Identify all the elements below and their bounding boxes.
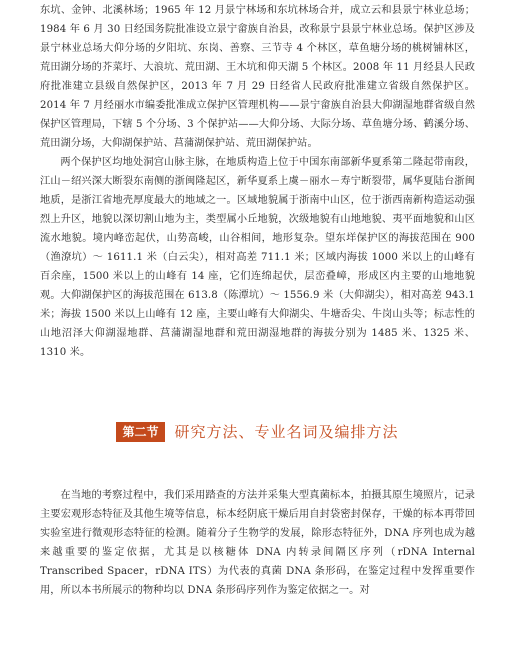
section-number-badge: 第二节 [116,422,164,442]
paragraph-history: 东坑、金钟、北溪林场；1965 年 12 月景宁林场和东坑林场合并，成立云和县景宁林业总场；1984 年 6 月 30 日经国务院批准设立景宁畲族自治县，改称景宁县景宁林业总场。保护区涉及景宁林业总场大仰分场的夕阳坑、东岗、善察、三节寺 4 个林区，草鱼塘分场的桃树铺林区，荒田湖分场的芥菜圩、大浪坑、荒田湖、王木坑和仰天湖 5 个林区。2008 年 11 月经县人民政府批准建立县级自然保护区，2013 年 7 月 29 日经省人民政府批准建立省级自然保护区。2014 年 7 月经丽水市编委批准成立保护区管理机构——景宁畲族自治县大仰湖湿地群省级自然保护区管理局，下辖 5 个分场、3 个保护站——大仰分场、大际分场、草鱼塘分场、鹤溪分场、荒田湖分场，大仰湖保护站、莒蒲湖保护站、荒田湖保护站。 [40,5,475,149]
paragraph-geology: 两个保护区均地处洞宫山脉主脉，在地质构造上位于中国东南部新华夏系第二隆起带南段，江山－绍兴深大断裂东南侧的浙闽隆起区，新华夏系上虞－丽水－寿宁断裂带，属华夏陆台浙闽地质，是浙江省地壳厚度最大的地域之一。区域地貌属于浙南中山区，位于浙西南新构造运动强烈上升区，地貌以深切割山地为主，类型属小丘地貌，次级地貌有山地地貌、夷平面地貌和山区流水地貌。境内峰峦起伏，山势高峻，山谷相间，地形复杂。望东垟保护区的海拔范围在 900（渔潦坑）～ 1611.1 米（白云尖），相对高差 711.1 米；区域内海拔 1000 米以上的山峰有百余座，1500 米以上的山峰有 14 座，它们连绵起伏，层峦叠嶂，形成区内主要的山地地貌观。大仰湖保护区的海拔范围在 613.8（陈潭坑）～ 1556.9 米（大仰湖尖），相对高差 943.1 米；海拔 1500 米以上山峰有 12 座，主要山峰有大仰湖尖、牛塘岙尖、牛岗山头等；标志性的山地沼泽大仰湖湿地群、莒蒲湖湿地群和荒田湖湿地群的海拔分别为 1485 米、1325 米、1310 米。 [40,157,475,358]
section-header [40,421,475,442]
section-title: 研究方法、专业名词及编排方法 [174,423,399,441]
paragraph-methods: 在当地的考察过程中，我们采用踏查的方法并采集大型真菌标本，拍摄其原生境照片，记录主要宏观形态特征及其他生境等信息，标本经阴底干燥后用自封袋密封保存，干燥的标本再带回实验室进行微观形态特征的检测。随着分子生物学的发展，除形态特征外，DNA 序列也成为越来越重要的鉴定依据，尤其是以核糖体 DNA 内转录间隔区序列（rDNA Internal Transcribed Spacer，rDNA ITS）为代表的真菌 DNA 条形码，在鉴定过程中发挥重要作用，所以本书所展示的物种均以 DNA 条形码序列作为鉴定依据之一。对 [40,490,475,596]
